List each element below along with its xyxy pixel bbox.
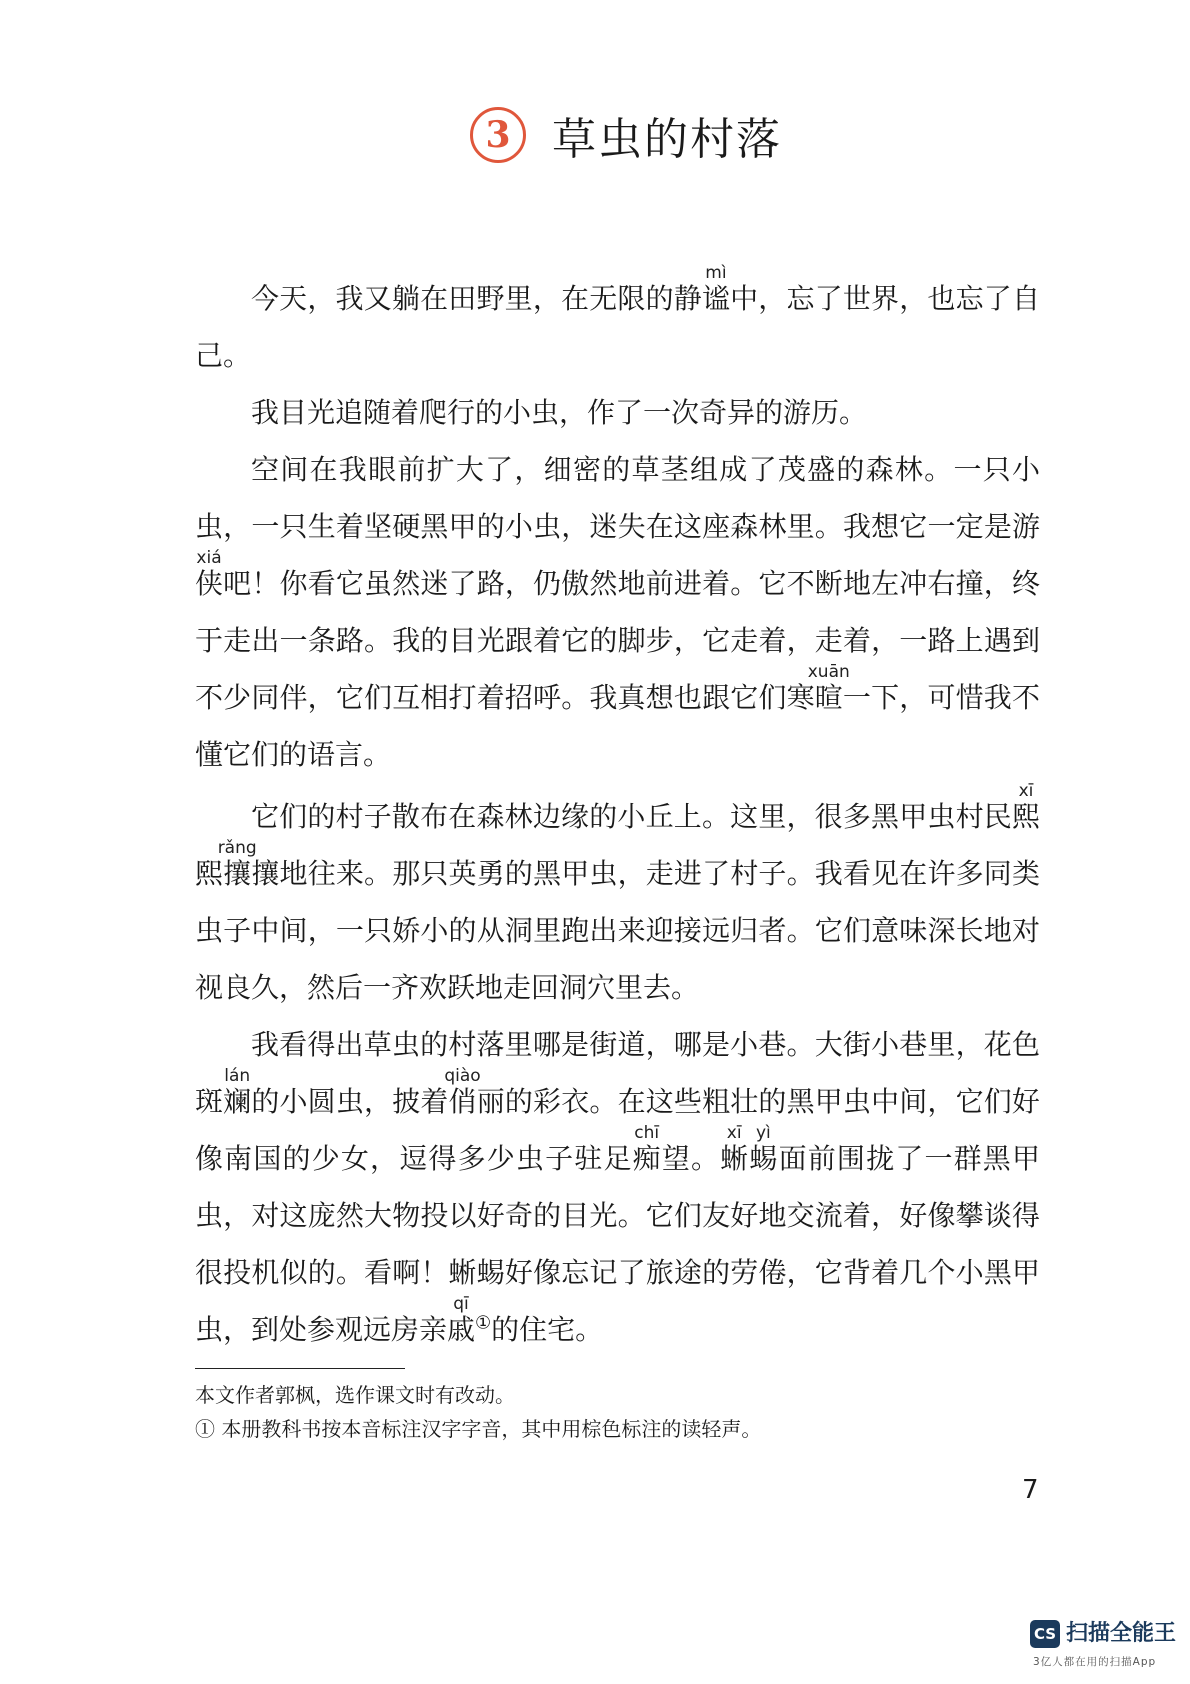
annotated-char: 蜥 bbox=[720, 1142, 750, 1175]
paragraph-1 bbox=[195, 265, 1040, 384]
lesson-number-badge: 3 bbox=[470, 107, 526, 163]
pinyin-annotated-char bbox=[444, 1066, 481, 1118]
text-run: 空间在我眼前扩大了，细密的草茎组成了茂盛的森林。一只小虫，一只生着坚硬黑甲的小虫，迷失在这座森林里。我想它一定是游 bbox=[195, 453, 1040, 543]
pinyin: chī bbox=[632, 1123, 661, 1143]
footnote-marker: ① bbox=[475, 1312, 492, 1334]
pinyin-annotated-char bbox=[701, 263, 731, 315]
annotated-char: 戚 bbox=[447, 1313, 476, 1346]
text-run: 中，忘了世界，也忘了自己。 bbox=[195, 282, 1040, 372]
text-run: 我看得出草虫的村落里哪是街道，哪是小巷。大街小巷里，花色斑 bbox=[195, 1028, 1040, 1118]
footnote-author: 本文作者郭枫，选作课文时有改动。 bbox=[195, 1383, 515, 1407]
text-run: 一下，可惜我不懂它们的语言。 bbox=[195, 681, 1040, 771]
pinyin: xī bbox=[1011, 781, 1040, 801]
footnote-pinyin-note: ① 本册教科书按本音标注汉字字音，其中用棕色标注的读轻声。 bbox=[195, 1417, 762, 1441]
pinyin: xī bbox=[720, 1123, 749, 1143]
pinyin: xiá bbox=[195, 548, 224, 568]
pinyin-annotated-char bbox=[807, 662, 850, 714]
watermark-slogan: 3亿人都在用的扫描App bbox=[1033, 1656, 1157, 1668]
pinyin-annotated-char bbox=[223, 1066, 252, 1118]
pinyin-annotated-char bbox=[632, 1123, 662, 1175]
lesson-body bbox=[195, 265, 1040, 1358]
pinyin: yì bbox=[749, 1123, 778, 1143]
pinyin: rǎng bbox=[217, 838, 257, 858]
paragraph-3 bbox=[195, 441, 1040, 783]
pinyin: xuān bbox=[807, 662, 850, 682]
text-run: 丽的彩衣。在这些粗壮的黑甲虫中间，它们好像南国的少女，逗得多少虫子驻足 bbox=[195, 1085, 1040, 1175]
lesson-header bbox=[470, 100, 782, 170]
watermark-app-name: 扫描全能王 bbox=[1066, 1621, 1177, 1646]
paragraph-5 bbox=[195, 1016, 1040, 1358]
text-run: 攘地往来。那只英勇的黑甲虫，走进了村子。我看见在许多同类虫子中间，一只娇小的从洞里跑出来迎接远归者。它们意味深长地对视良久，然后一齐欢跃地走回洞穴里去。 bbox=[195, 857, 1040, 1004]
pinyin-annotated-char bbox=[720, 1123, 750, 1175]
pinyin: qī bbox=[447, 1294, 476, 1314]
paragraph-2 bbox=[195, 384, 1040, 441]
annotated-char: 谧 bbox=[701, 282, 731, 315]
text-run: 熙 bbox=[195, 857, 224, 890]
pinyin: qiào bbox=[444, 1066, 481, 1086]
footnotes bbox=[195, 1378, 1075, 1446]
annotated-char: 熙 bbox=[1011, 800, 1040, 833]
lesson-title: 草虫的村落 bbox=[552, 114, 782, 165]
text-run: 面前围拢了一群黑甲虫，对这庞然大物投以好奇的目光。它们友好地交流着，好像攀谈得很投机似的。看啊！蜥蜴好像忘记了旅途的劳倦，它背着几个小黑甲虫，到处参观远房亲 bbox=[195, 1142, 1040, 1346]
pinyin: lán bbox=[223, 1066, 252, 1086]
paragraph-4 bbox=[195, 783, 1040, 1016]
pinyin: mì bbox=[701, 263, 730, 283]
annotated-char: 攘 bbox=[217, 857, 257, 890]
text-run: 吧！你看它虽然迷了路，仍傲然地前进着。它不断地左冲右撞，终于走出一条路。我的目光跟着它的脚步，它走着，走着，一路上遇到不少同伴，它们互相打着招呼。我真想也跟它们寒 bbox=[195, 567, 1040, 714]
pinyin-annotated-char bbox=[447, 1294, 476, 1346]
annotated-char: 痴 bbox=[632, 1142, 662, 1175]
pinyin-annotated-char bbox=[1011, 781, 1040, 833]
annotated-char: 蜴 bbox=[749, 1142, 779, 1175]
annotated-char: 暄 bbox=[807, 681, 850, 714]
text-run: 望。 bbox=[661, 1142, 721, 1175]
pinyin-annotated-char bbox=[749, 1123, 779, 1175]
pinyin-annotated-char bbox=[217, 838, 257, 890]
annotated-char: 斓 bbox=[223, 1085, 252, 1118]
footnote-divider bbox=[195, 1368, 405, 1369]
text-run: 它们的村子散布在森林边缘的小丘上。这里，很多黑甲虫村民 bbox=[251, 800, 1012, 833]
text-run: 的住宅。 bbox=[491, 1313, 604, 1346]
annotated-char: 侠 bbox=[195, 567, 224, 600]
text-run: 我目光追随着爬行的小虫，作了一次奇异的游历。 bbox=[251, 396, 868, 429]
page-number: 7 bbox=[1022, 1475, 1039, 1505]
annotated-char: 俏 bbox=[444, 1085, 481, 1118]
scanner-watermark bbox=[1030, 1620, 1180, 1680]
camscanner-logo-icon: CS bbox=[1030, 1620, 1060, 1648]
text-run: 今天，我又躺在田野里，在无限的静 bbox=[251, 282, 702, 315]
pinyin-annotated-char bbox=[195, 548, 224, 600]
text-run: 的小圆虫，披着 bbox=[251, 1085, 449, 1118]
